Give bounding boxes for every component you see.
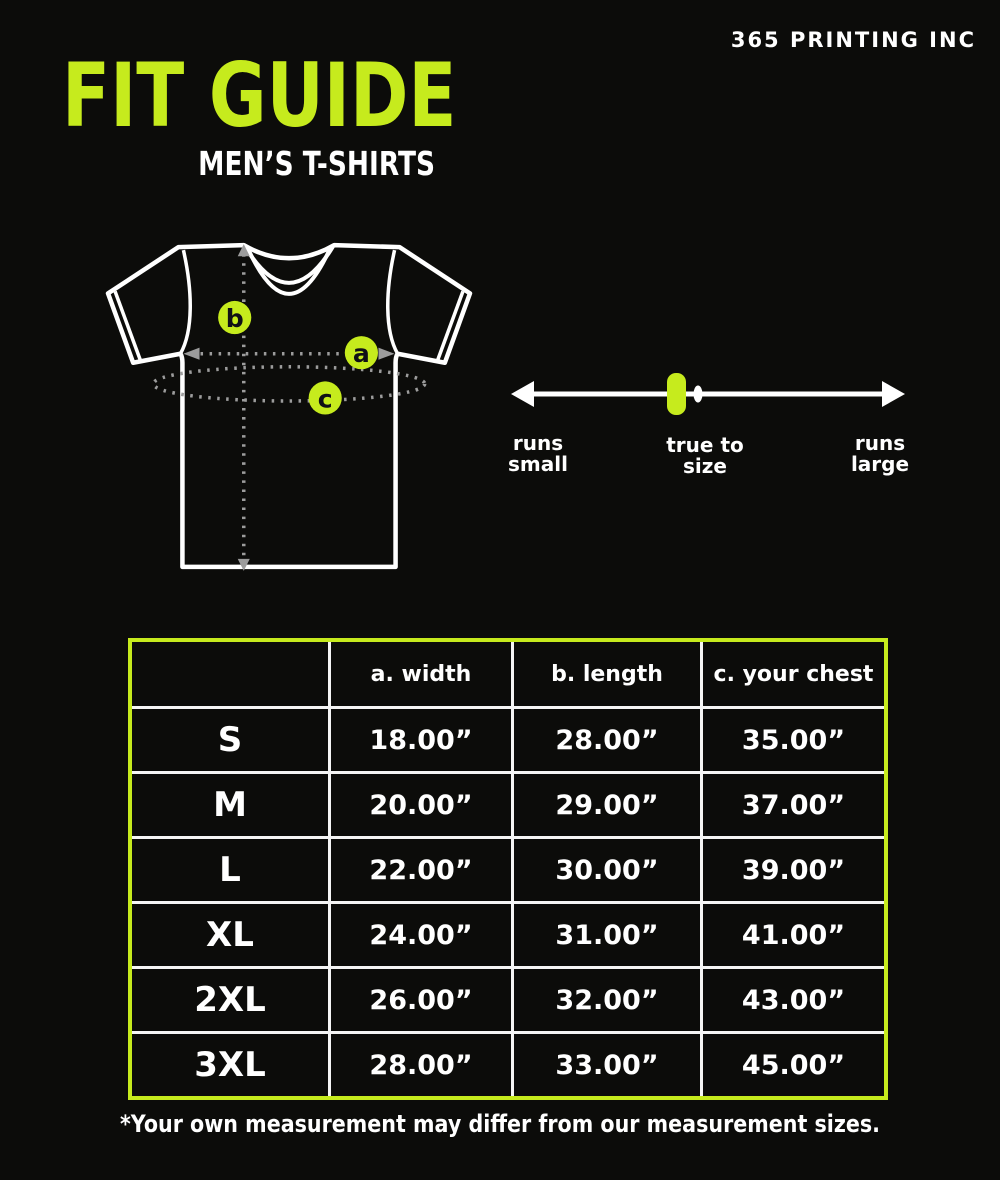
width-arrow-left	[183, 348, 199, 360]
row-label-l: L	[132, 839, 328, 901]
row-label-3xl: 3XL	[132, 1034, 328, 1096]
marker-c-letter: c	[317, 384, 333, 414]
marker-b-letter: b	[225, 304, 244, 334]
column-header-chest: c. your chest	[703, 642, 884, 706]
brand-name: 365 PRINTING INC	[730, 28, 976, 52]
tshirt-measurement-diagram	[103, 230, 475, 582]
chest-measure-ellipse	[153, 367, 424, 401]
fit-scale-arrow-right	[882, 381, 905, 407]
table-corner-cell	[132, 642, 328, 706]
m-width: 20.00”	[331, 774, 511, 836]
s-length: 28.00”	[514, 709, 700, 771]
m-length: 29.00”	[514, 774, 700, 836]
2xl-chest: 43.00”	[703, 969, 884, 1031]
fit-scale-diagram	[506, 366, 910, 422]
title-block	[62, 44, 482, 183]
fit-scale-label-runs-small: runs small	[508, 431, 568, 476]
xl-chest: 41.00”	[703, 904, 884, 966]
m-chest: 37.00”	[703, 774, 884, 836]
marker-b	[218, 301, 251, 334]
measurement-disclaimer: *Your own measurement may differ from our measurement sizes.	[119, 1110, 881, 1138]
s-width: 18.00”	[331, 709, 511, 771]
3xl-chest: 45.00”	[703, 1034, 884, 1096]
right-sleeve-seam	[388, 250, 398, 354]
marker-a	[345, 336, 378, 369]
fit-scale-arrow-left	[511, 381, 534, 407]
2xl-length: 32.00”	[514, 969, 700, 1031]
column-header-length: b. length	[514, 642, 700, 706]
3xl-length: 33.00”	[514, 1034, 700, 1096]
fit-scale-label-runs-large: runs large	[850, 431, 910, 476]
fit-scale-tick-dot	[694, 386, 703, 403]
row-label-2xl: 2XL	[132, 969, 328, 1031]
fit-scale-label-true-to-size: true to size	[666, 433, 744, 478]
row-label-m: M	[132, 774, 328, 836]
fit-scale-indicator	[667, 373, 686, 415]
2xl-width: 26.00”	[331, 969, 511, 1031]
row-label-s: S	[132, 709, 328, 771]
marker-a-letter: a	[352, 339, 370, 369]
size-table-grid	[132, 642, 884, 1096]
width-arrow-right	[378, 348, 394, 360]
size-table	[128, 638, 888, 1100]
3xl-width: 28.00”	[331, 1034, 511, 1096]
column-header-width: a. width	[331, 642, 511, 706]
page-subtitle: MEN’S T-SHIRTS	[198, 144, 435, 183]
l-width: 22.00”	[331, 839, 511, 901]
xl-width: 24.00”	[331, 904, 511, 966]
marker-c	[309, 381, 342, 414]
xl-length: 31.00”	[514, 904, 700, 966]
page-title: FIT GUIDE	[62, 44, 457, 147]
left-sleeve-seam	[180, 250, 190, 354]
row-label-xl: XL	[132, 904, 328, 966]
s-chest: 35.00”	[703, 709, 884, 771]
l-chest: 39.00”	[703, 839, 884, 901]
l-length: 30.00”	[514, 839, 700, 901]
